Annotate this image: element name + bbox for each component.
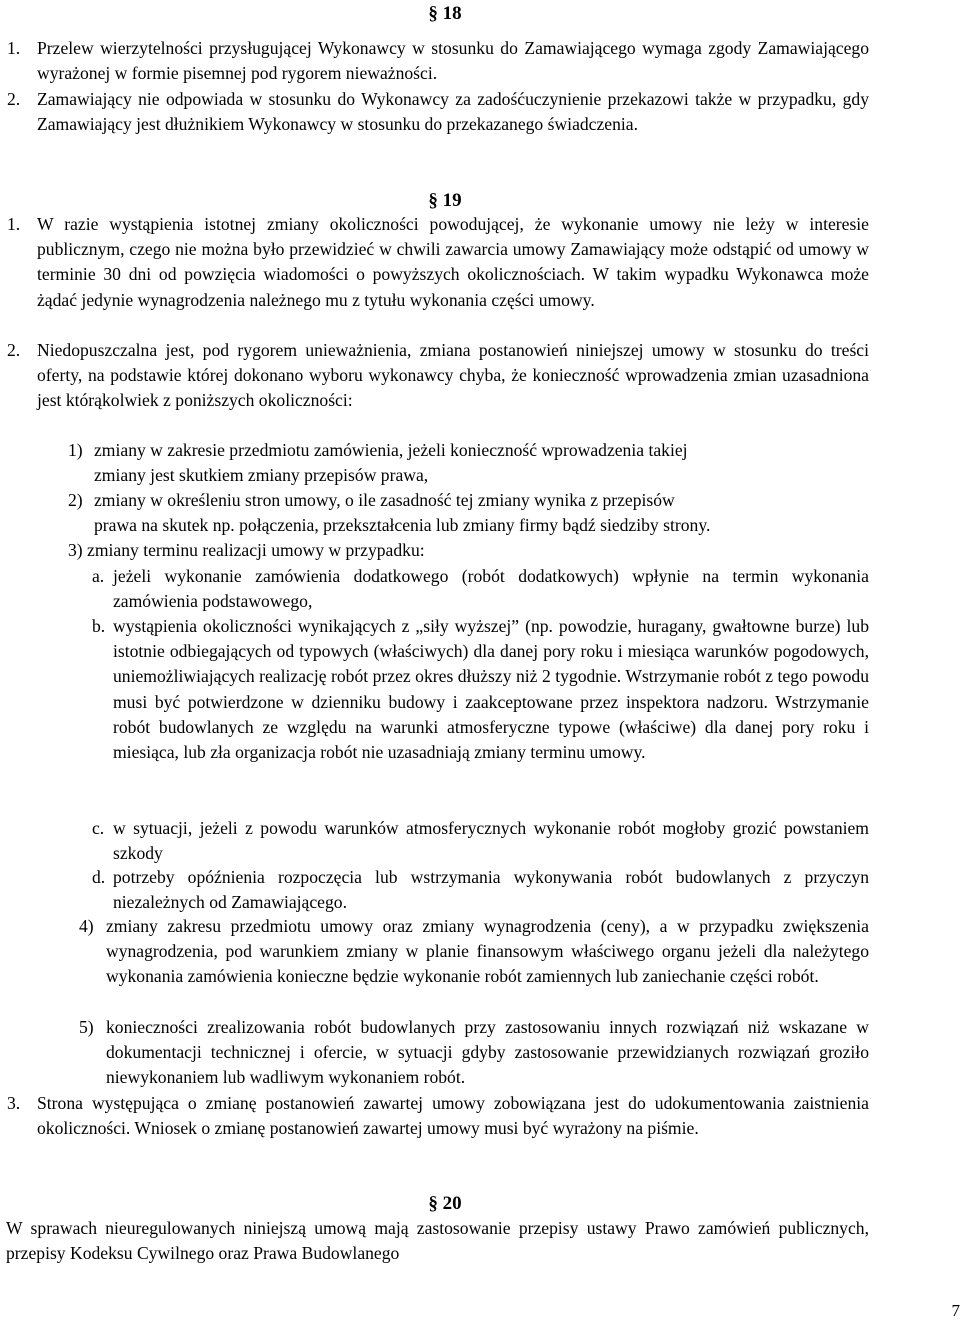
section-18-paragraph-2 [7, 87, 869, 137]
list-item-text: zmiany zakresu przedmiotu umowy oraz zmiany wynagrodzenia (ceny), a w przypadku zwiększenia wynagrodzenia, pod warunkiem zmiany w planie finansowym właściwego organu jeżeli dla należytego wykonania zamówienia konieczne będzie wykonanie robót zamiennych lub zaniechanie części robót. [106, 916, 869, 987]
list-item-text-line: prawa na skutek np. połączenia, przekształcenia lub zmiany firmy bądź siedziby strony. [94, 515, 711, 535]
paragraph-text: Zamawiający nie odpowiada w stosunku do Wykonawcy za zadośćuczynienie przekazowi także w przypadku, gdy Zamawiający jest dłużnikiem Wykonawcy w stosunku do przekazanego świadczenia. [37, 89, 869, 135]
list-item-4 [79, 914, 869, 990]
sub-item-text: w sytuacji, jeżeli z powodu warunków atmosferycznych wykonanie robót mogłoby grozić powstaniem szkody [113, 818, 869, 864]
sub-item-text: wystąpienia okoliczności wynikających z „siły wyższej” (np. powodzie, huragany, gwałtowne burze) lub istotnie odbiegających od typowych (właściwych) dla danej pory roku i miesiąca warunków pogodowych, uniemożliwiających realizację robót przez okres dłuższy niż 2 tygodnie. Wstrzymanie robót z tego powodu musi być potwierdzone w dzienniku budowy i zaakceptowane przez inspektora nadzoru. Wstrzymanie robót budowlanych ze względu na warunki atmosferyczne typowe (właściwe) dla danej pory roku i miesiąca, lub zła organizacja robót nie uzasadniają zmiany terminu umowy. [113, 616, 869, 763]
section-19-heading: § 19 [428, 190, 462, 211]
section-19-paragraph-3 [7, 1091, 869, 1141]
sub-item-letter: d. [92, 867, 106, 887]
page-number: 7 [951, 1300, 960, 1320]
section-20-heading: § 20 [428, 1193, 462, 1214]
sub-item-letter: c. [92, 818, 105, 838]
section-19-paragraph-2 [7, 338, 869, 414]
list-item-5 [79, 1015, 869, 1091]
sub-item-d [92, 865, 869, 915]
list-item-text-line: zmiany jest skutkiem zmiany przepisów prawa, [94, 465, 429, 485]
sub-item-text: potrzeby opóźnienia rozpoczęcia lub wstrzymania wykonywania robót budowlanych z przyczyn niezależnych od Zamawiającego. [113, 867, 869, 913]
section-19-paragraph-1 [7, 212, 869, 313]
list-item-number: 4) [79, 916, 94, 936]
list-item-number: 5) [79, 1017, 94, 1037]
list-item-text-line: zmiany w zakresie przedmiotu zamówienia, jeżeli konieczność wprowadzenia takiej [94, 440, 688, 460]
paragraph-text: Strona występująca o zmianę postanowień zawartej umowy zobowiązana jest do udokumentowania zaistnienia okoliczności. Wniosek o zmianę postanowień zawartej umowy musi być wyrażony na piśmie. [37, 1093, 869, 1139]
paragraph-text: W razie wystąpienia istotnej zmiany okoliczności powodującej, że wykonanie umowy nie leży w interesie publicznym, czego nie można było przewidzieć w chwili zawarcia umowy Zamawiający może odstąpić od umowy w terminie 30 dni od powzięcia wiadomości o powyższych okolicznościach. W takim wypadku Wykonawca może żądać jedynie wynagrodzenia należnego mu z tytułu wykonania części umowy. [37, 214, 869, 310]
paragraph-number: 1. [7, 38, 21, 58]
sub-item-letter: a. [92, 566, 105, 586]
paragraph-number: 1. [7, 214, 21, 234]
list-item: 3) zmiany terminu realizacji umowy w przypadku: [68, 540, 425, 560]
paragraph-text: Niedopuszczalna jest, pod rygorem unieważnienia, zmiana postanowień niniejszej umowy w stosunku do treści oferty, na podstawie której dokonano wyboru wykonawcy chyba, że konieczność wprowadzenia zmian uzasadniona jest którąkolwiek z poniższych okoliczności: [37, 340, 869, 411]
list-item-number: 2) [68, 490, 83, 510]
paragraph-text: Przelew wierzytelności przysługującej Wykonawcy w stosunku do Zamawiającego wymaga zgody Zamawiającego wyrażonej w formie pisemnej pod rygorem nieważności. [37, 38, 869, 84]
paragraph-number: 2. [7, 89, 21, 109]
list-item-text-line: zmiany w określeniu stron umowy, o ile zasadność tej zmiany wynika z przepisów [94, 490, 675, 510]
list-item-text: konieczności zrealizowania robót budowlanych przy zastosowaniu innych rozwiązań niż wskazane w dokumentacji technicznej i ofercie, w sytuacji gdyby zastosowanie przewidzianych rozwiązań groziło niewykonaniem lub wadliwym wykonaniem robót. [106, 1017, 869, 1088]
sub-item-c [92, 816, 869, 866]
sub-item-b [92, 614, 869, 765]
paragraph-number: 2. [7, 340, 21, 360]
sub-item-a [92, 564, 869, 614]
paragraph-number: 3. [7, 1093, 21, 1113]
list-item-number: 1) [68, 440, 83, 460]
section-18-heading: § 18 [428, 3, 462, 24]
section-20-paragraph: W sprawach nieuregulowanych niniejszą umową mają zastosowanie przepisy ustawy Prawo zamówień publicznych, przepisy Kodeksu Cywilnego oraz Prawa Budowlanego [6, 1218, 869, 1264]
sub-item-letter: b. [92, 616, 106, 636]
section-18-paragraph-1 [7, 36, 869, 86]
sub-item-text: jeżeli wykonanie zamówienia dodatkowego (robót dodatkowych) wpłynie na termin wykonania zamówienia podstawowego, [113, 566, 869, 612]
